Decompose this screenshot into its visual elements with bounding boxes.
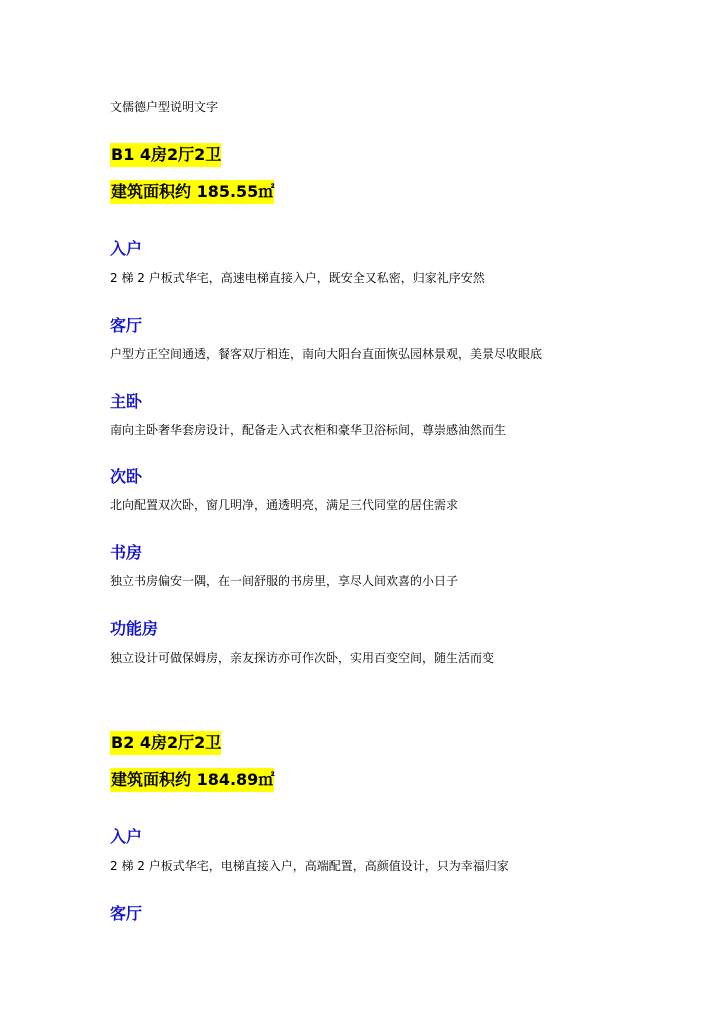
b1-section-text-function: 独立设计可做保姆房，亲友探访亦可作次卧，实用百变空间，随生活而变 bbox=[110, 651, 495, 665]
document-title: 文儒德户型说明文字 bbox=[110, 100, 219, 114]
b1-section-heading-master: 主卧 bbox=[110, 392, 143, 411]
unit-b2-area: 建筑面积约 184.89㎡ bbox=[110, 768, 274, 792]
b1-section-heading-second: 次卧 bbox=[110, 467, 143, 486]
b1-section-heading-function: 功能房 bbox=[110, 619, 159, 638]
b1-section-text-study: 独立书房偏安一隅，在一间舒服的书房里，享尽人间欢喜的小日子 bbox=[110, 574, 459, 588]
b1-section-text-master: 南向主卧奢华套房设计，配备走入式衣柜和豪华卫浴标间，尊崇感油然而生 bbox=[110, 423, 507, 437]
b1-section-heading-living: 客厅 bbox=[110, 316, 143, 335]
unit-b1-type: B1 4房2厅2卫 bbox=[110, 143, 221, 167]
unit-b1-area: 建筑面积约 185.55㎡ bbox=[110, 180, 274, 204]
b1-section-text-entry: 2 梯 2 户板式华宅，高速电梯直接入户，既安全又私密，归家礼序安然 bbox=[110, 271, 485, 285]
b2-section-heading-entry: 入户 bbox=[110, 827, 143, 846]
b2-section-text-entry: 2 梯 2 户板式华宅，电梯直接入户，高端配置，高颜值设计，只为幸福归家 bbox=[110, 859, 509, 873]
unit-b2-type: B2 4房2厅2卫 bbox=[110, 731, 221, 755]
b2-section-heading-living: 客厅 bbox=[110, 904, 143, 923]
b1-section-heading-study: 书房 bbox=[110, 543, 143, 562]
b1-section-text-second: 北向配置双次卧，窗几明净，通透明亮，满足三代同堂的居住需求 bbox=[110, 498, 459, 512]
b1-section-text-living: 户型方正空间通透，餐客双厅相连，南向大阳台直面恢弘园林景观，美景尽收眼底 bbox=[110, 347, 543, 361]
b1-section-heading-entry: 入户 bbox=[110, 239, 143, 258]
